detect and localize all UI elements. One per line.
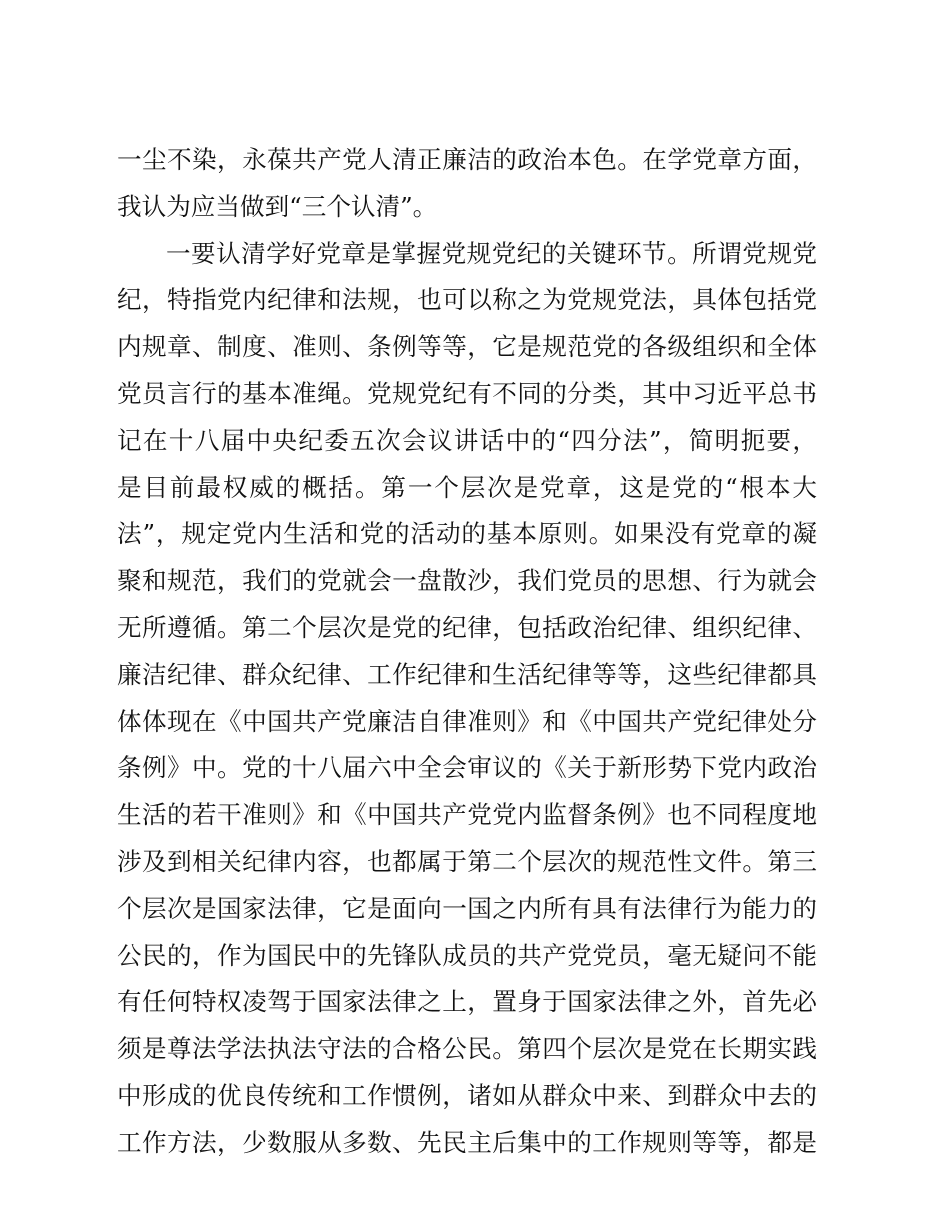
text-line: 个层次是国家法律，它是面向一国之内所有具有法律行为能力的 <box>117 893 817 923</box>
body-text <box>117 137 817 1167</box>
text-line: 廉洁纪律、群众纪律、工作纪律和生活纪律等等，这些纪律都具 <box>117 659 817 689</box>
text-line: 是目前最权威的概括。第一个层次是党章，这是党的“根本大 <box>117 472 817 502</box>
text-line: 法”，规定党内生活和党的活动的基本原则。如果没有党章的凝 <box>117 519 817 549</box>
text-line: 我认为应当做到“三个认清”。 <box>117 191 438 221</box>
text-line: 公民的，作为国民中的先锋队成员的共产党党员，毫无疑问不能 <box>117 940 817 970</box>
text-line: 党员言行的基本准绳。党规党纪有不同的分类，其中习近平总书 <box>117 378 817 408</box>
text-line: 须是尊法学法执法守法的合格公民。第四个层次是党在长期实践 <box>117 1034 817 1064</box>
text-line: 记在十八届中央纪委五次会议讲话中的“四分法”，简明扼要， <box>117 425 817 455</box>
text-line: 内规章、制度、准则、条例等等，它是规范党的各级组织和全体 <box>117 332 817 362</box>
text-line: 工作方法，少数服从多数、先民主后集中的工作规则等等，都是 <box>117 1127 817 1157</box>
text-line: 聚和规范，我们的党就会一盘散沙，我们党员的思想、行为就会 <box>117 566 817 596</box>
text-line: 涉及到相关纪律内容，也都属于第二个层次的规范性文件。第三 <box>117 846 817 876</box>
text-line: 中形成的优良传统和工作惯例，诸如从群众中来、到群众中去的 <box>117 1080 817 1110</box>
text-line: 一要认清学好党章是掌握党规党纪的关键环节。所谓党规党 <box>166 238 817 268</box>
text-line: 有任何特权凌驾于国家法律之上，置身于国家法律之外，首先必 <box>117 987 817 1017</box>
text-line: 体体现在《中国共产党廉洁自律准则》和《中国共产党纪律处分 <box>117 706 817 736</box>
text-line: 无所遵循。第二个层次是党的纪律，包括政治纪律、组织纪律、 <box>117 612 817 642</box>
text-line: 生活的若干准则》和《中国共产党党内监督条例》也不同程度地 <box>117 800 817 830</box>
text-line: 一尘不染，永葆共产党人清正廉洁的政治本色。在学党章方面， <box>117 145 817 174</box>
text-line: 纪，特指党内纪律和法规，也可以称之为党规党法，具体包括党 <box>117 285 817 315</box>
text-line: 条例》中。党的十八届六中全会审议的《关于新形势下党内政治 <box>117 753 817 783</box>
